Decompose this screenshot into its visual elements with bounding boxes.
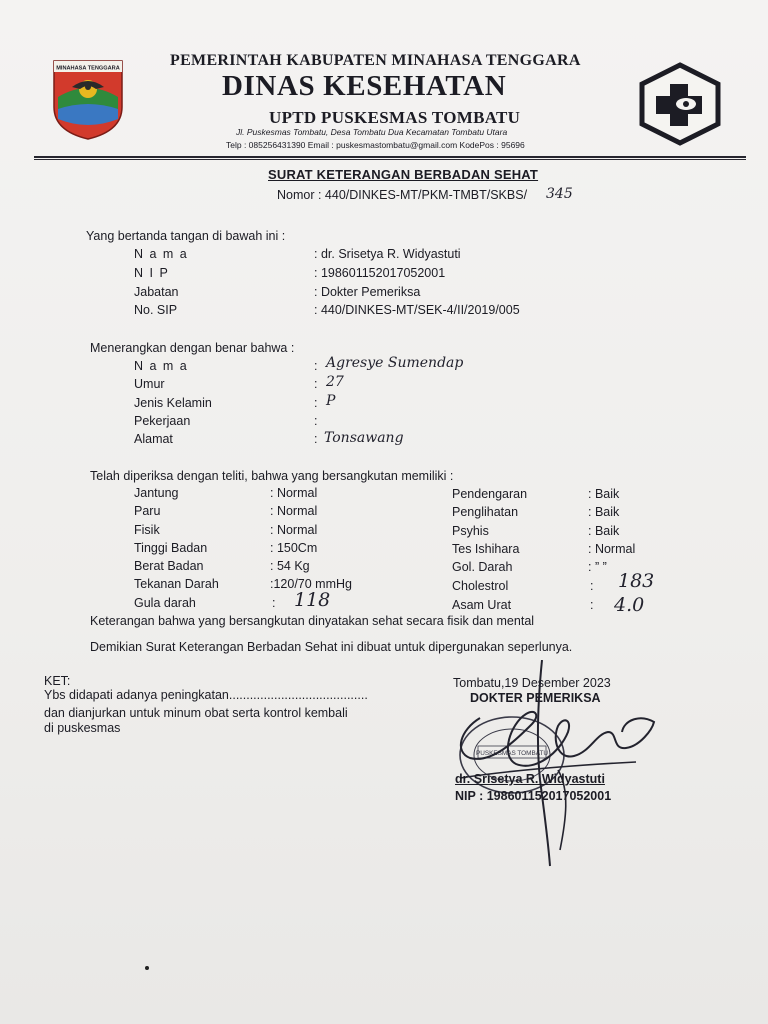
- exam-glucose-label: Gula darah: [134, 596, 196, 610]
- header-unit: UPTD PUSKESMAS TOMBATU: [269, 108, 521, 127]
- header-government: PEMERINTAH KABUPATEN MINAHASA TENGGARA: [170, 52, 581, 69]
- exam-hearing-value: : Baik: [588, 487, 620, 501]
- letter-number: Nomor : 440/DINKES-MT/PKM-TMBT/SKBS/: [277, 188, 528, 202]
- exam-bp-label: Tekanan Darah: [134, 577, 219, 591]
- exam-height-label: Tinggi Badan: [134, 541, 208, 555]
- exam-heart-label: Jantung: [134, 486, 179, 500]
- subject-address-value: Tonsawang: [324, 430, 404, 446]
- signatory-sip-value: : 440/DINKES-MT/SEK-4/II/2019/005: [314, 303, 520, 317]
- signatory-nip: NIP : 198601152017052001: [455, 789, 612, 803]
- exam-ishihara-label: Tes Ishihara: [452, 542, 520, 556]
- exam-physical-label: Fisik: [134, 523, 160, 537]
- exam-ishihara-value: : Normal: [588, 542, 636, 556]
- stamp-caption: PUSKESMAS TOMBATU: [475, 750, 549, 757]
- exam-physical-value: : Normal: [270, 523, 318, 537]
- subject-age-value: 27: [326, 374, 344, 390]
- subject-occupation-colon: :: [314, 414, 318, 428]
- handwritten-signature: [440, 660, 670, 870]
- signatory-position-value: : Dokter Pemeriksa: [314, 285, 421, 299]
- signatory-nip-value: : 198601152017052001: [314, 266, 446, 280]
- subject-address-colon: :: [314, 432, 318, 446]
- subject-gender-colon: :: [314, 396, 318, 410]
- exam-hearing-label: Pendengaran: [452, 487, 528, 501]
- subject-intro: Menerangkan dengan benar bahwa :: [90, 341, 295, 355]
- letter-number-handwritten: 345: [546, 186, 573, 202]
- signatory-nip-label: N I P: [134, 266, 170, 280]
- subject-address-label: Alamat: [134, 432, 173, 446]
- letter-title: SURAT KETERANGAN BERBADAN SEHAT: [268, 167, 539, 182]
- emblem-caption: MINAHASA TENGGARA: [56, 65, 120, 72]
- header-address: Jl. Puskesmas Tombatu, Desa Tombatu Dua Kecamatan Tombatu Utara: [236, 127, 508, 137]
- subject-gender-label: Jenis Kelamin: [134, 396, 212, 410]
- subject-age-colon: :: [314, 377, 318, 391]
- signature-place-date: Tombatu,19 Desember 2023: [453, 676, 611, 690]
- regency-emblem-logo: [50, 57, 126, 141]
- exam-psychological-value: : Baik: [588, 524, 620, 538]
- exam-intro: Telah diperiksa dengan teliti, bahwa yang bersangkutan memiliki :: [90, 469, 454, 483]
- subject-occupation-label: Pekerjaan: [134, 414, 191, 428]
- subject-name-value: Agresye Sumendap: [326, 355, 464, 371]
- subject-age-label: Umur: [134, 377, 165, 391]
- header-contact: Telp : 085256431390 Email : puskesmastombatu@gmail.com KodePos : 95696: [226, 140, 525, 150]
- header-rule-thin: [34, 159, 746, 160]
- exam-cholesterol-value: 183: [618, 570, 655, 592]
- health-cross-logo: [636, 62, 724, 146]
- exam-vision-value: : Baik: [588, 505, 620, 519]
- signatory-position-label: Jabatan: [134, 285, 179, 299]
- exam-blood-type-label: Gol. Darah: [452, 560, 513, 574]
- signatory-sip-label: No. SIP: [134, 303, 178, 317]
- exam-uric-acid-colon: :: [590, 598, 594, 612]
- signatory-intro: Yang bertanda tangan di bawah ini :: [86, 229, 286, 243]
- ink-dot: [145, 966, 149, 970]
- subject-name-label: N a m a: [134, 359, 189, 373]
- exam-weight-value: : 54 Kg: [270, 559, 310, 573]
- exam-lungs-value: : Normal: [270, 504, 318, 518]
- exam-psychological-label: Psyhis: [452, 524, 489, 538]
- note-line-1: Ybs didapati adanya peningkatan........................................: [44, 688, 368, 702]
- note-line-2: dan dianjurkan untuk minum obat serta kontrol kembali: [44, 706, 348, 720]
- signatory-name-value: : dr. Srisetya R. Widyastuti: [314, 247, 461, 261]
- header-rule-thick: [34, 156, 746, 158]
- closing-statement: Demikian Surat Keterangan Berbadan Sehat ini dibuat untuk dipergunakan seperlunya.: [90, 640, 573, 654]
- exam-height-value: : 150Cm: [270, 541, 318, 555]
- healthy-statement: Keterangan bahwa yang bersangkutan dinyatakan sehat secara fisik dan mental: [90, 614, 535, 628]
- signature-role: DOKTER PEMERIKSA: [470, 691, 601, 705]
- signatory-name-label: N a m a: [134, 247, 189, 261]
- exam-glucose-colon: :: [272, 596, 276, 610]
- exam-uric-acid-label: Asam Urat: [452, 598, 512, 612]
- exam-cholesterol-colon: :: [590, 579, 594, 593]
- exam-blood-type-value: : ” ”: [588, 560, 607, 574]
- subject-name-colon: :: [314, 359, 318, 373]
- note-label: KET:: [44, 674, 71, 688]
- exam-lungs-label: Paru: [134, 504, 161, 518]
- exam-uric-acid-value: 4.0: [614, 594, 645, 616]
- exam-glucose-value: 118: [294, 589, 331, 611]
- note-line-3: di puskesmas: [44, 721, 121, 735]
- subject-gender-value: P: [326, 393, 336, 409]
- exam-heart-value: : Normal: [270, 486, 318, 500]
- exam-cholesterol-label: Cholestrol: [452, 579, 509, 593]
- exam-weight-label: Berat Badan: [134, 559, 204, 573]
- signatory-name: dr. Srisetya R. Widyastuti: [455, 772, 605, 786]
- exam-vision-label: Penglihatan: [452, 505, 519, 519]
- header-agency: DINAS KESEHATAN: [222, 70, 507, 102]
- exam-bp-value: :120/70 mmHg: [270, 577, 352, 591]
